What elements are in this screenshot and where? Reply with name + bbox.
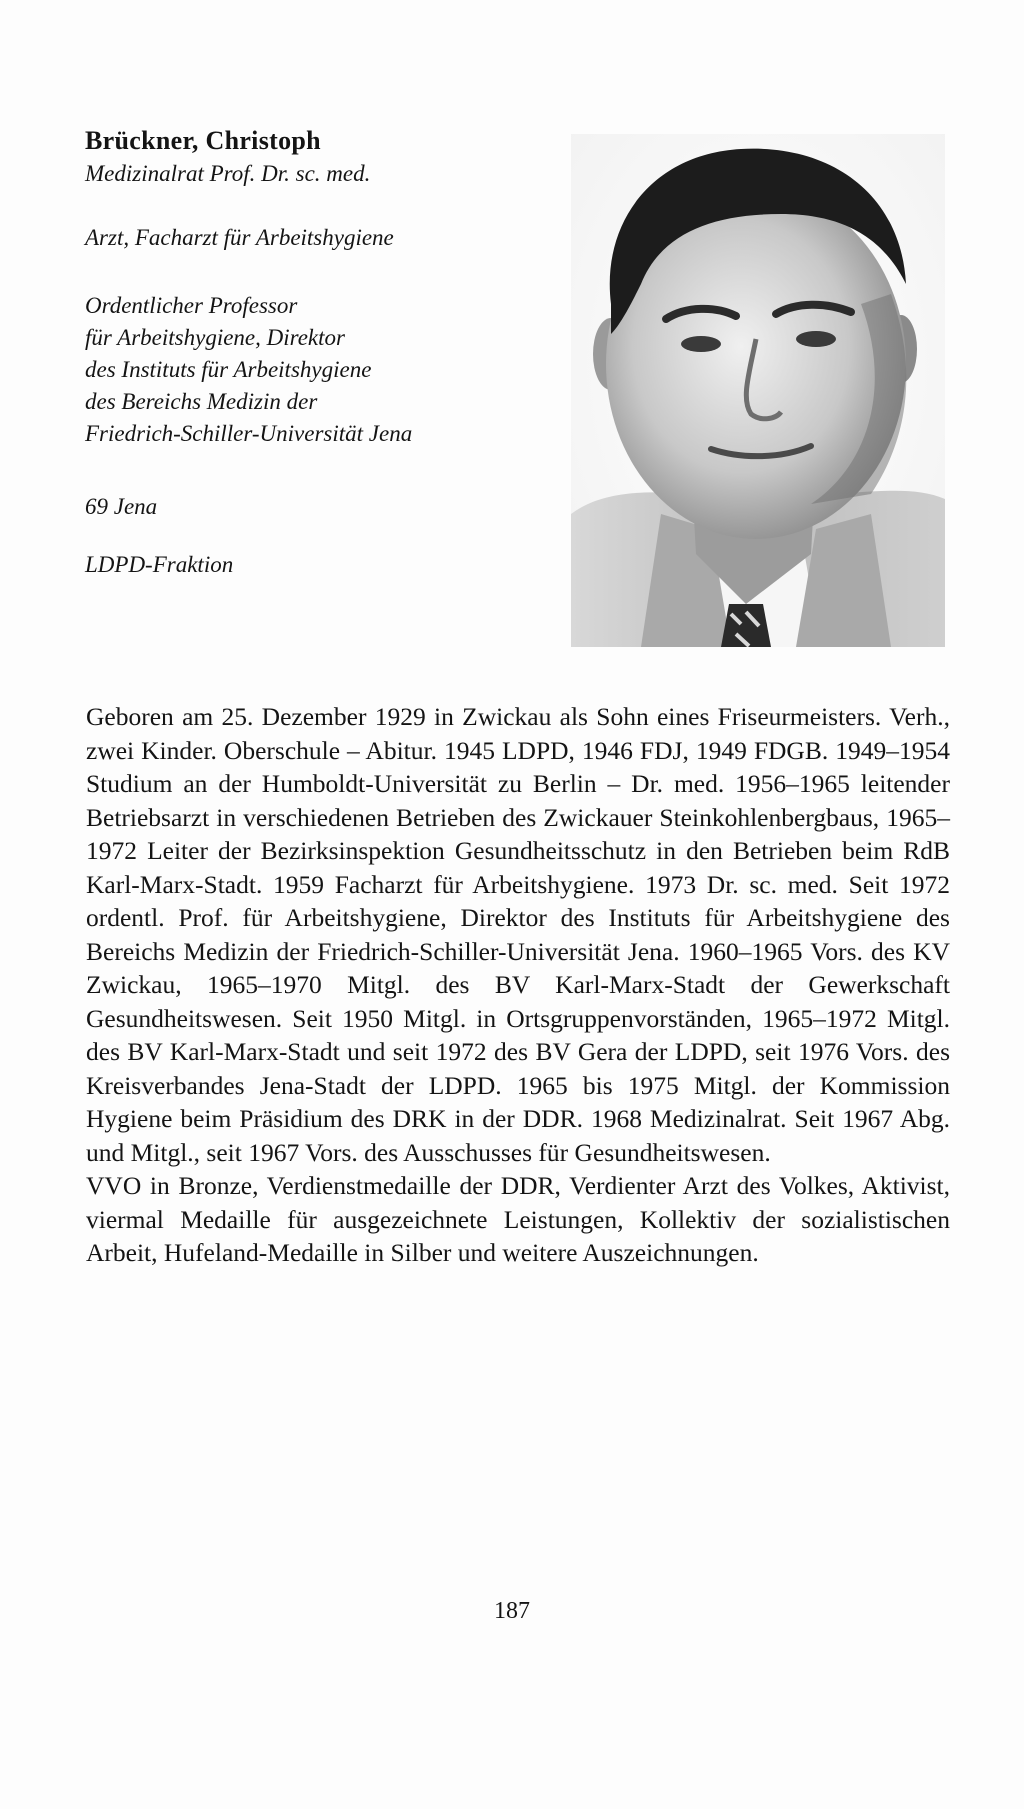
entry-position [85,290,412,450]
entry-name: Brückner, Christoph [85,126,321,155]
portrait-photo [571,134,945,647]
entry-address: 69 Jena [85,494,158,519]
position-line: für Arbeitshygiene, Direktor [85,325,345,350]
bio-paragraph: VVO in Bronze, Verdienstmedaille der DDR, Verdienter Arzt des Volkes, Aktivist, viermal Medaille für ausgezeichnete Leistungen, Kollektiv der sozialistischen Arbeit, Hufeland-Medaille in Silber und weitere Auszeichnungen. [86,1171,950,1267]
bio-paragraph: Geboren am 25. Dezember 1929 in Zwickau als Sohn eines Friseurmeisters. Verh., zwei Kinder. Oberschule – Abitur. 1945 LDPD, 1946 FDJ, 1949 FDGB. 1949–1954 Studium an der Humboldt-Universität zu Berlin – Dr. med. 1956–1965 leitender Betriebsarzt in verschiedenen Betrieben des Zwickauer Steinkohlenbergbaus, 1965–1972 Leiter der Bezirksinspektion Gesundheitsschutz in den Betrieben beim RdB Karl-Marx-Stadt. 1959 Facharzt für Arbeitshygiene. 1973 Dr. sc. med. Seit 1972 ordentl. Prof. für Arbeitshygiene, Direktor des Instituts für Arbeitshygiene des Bereichs Medizin der Friedrich-Schiller-Universität Jena. 1960–1965 Vors. des KV Zwickau, 1965–1970 Mitgl. des BV Karl-Marx-Stadt der Gewerkschaft Gesundheitswesen. Seit 1950 Mitgl. in Ortsgruppenvorständen, 1965–1972 Mitgl. des BV Karl-Marx-Stadt und seit 1972 des BV Gera der LDPD, seit 1976 Vors. des Kreisverbandes Jena-Stadt der LDPD. 1965 bis 1975 Mitgl. der Kommission Hygiene beim Präsidium des DRK in der DDR. 1968 Medizinalrat. Seit 1967 Abg. und Mitgl., seit 1967 Vors. des Ausschusses für Gesundheitswesen. [86,702,950,1167]
entry-faction: LDPD-Fraktion [85,552,234,577]
biography [86,700,950,1270]
entry-title: Medizinalrat Prof. Dr. sc. med. [85,161,371,186]
entry-profession: Arzt, Facharzt für Arbeitshygiene [85,225,394,250]
position-line: des Instituts für Arbeitshygiene [85,357,372,382]
position-line: des Bereichs Medizin der [85,389,318,414]
position-line: Friedrich-Schiller-Universität Jena [85,421,413,446]
portrait-icon [571,134,945,647]
page-number: 187 [494,1598,530,1624]
position-line: Ordentlicher Professor [85,293,298,318]
